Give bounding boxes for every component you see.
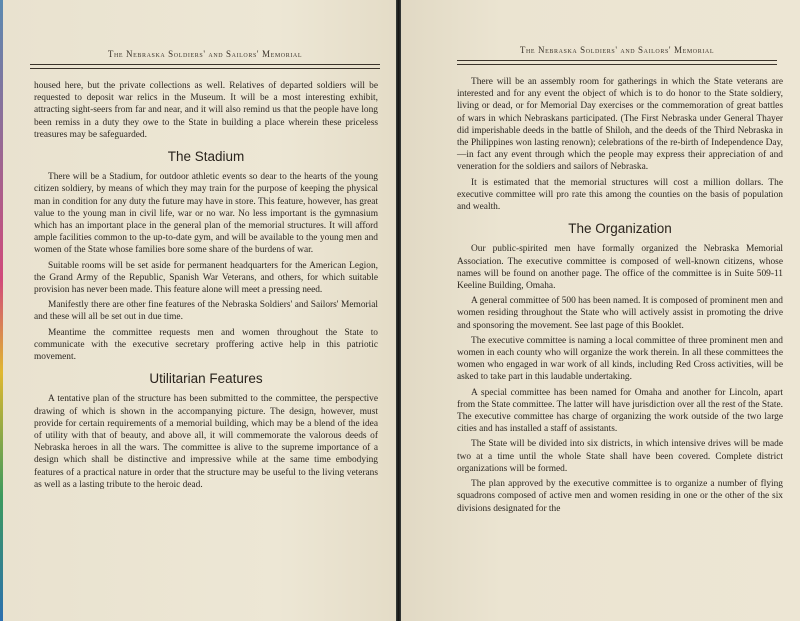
paragraph: Our public-spirited men have formally organized the Nebraska Memorial Association. The executive committee is composed of well-known citizens, whose names will be found on another page. The office of the committee is in Suite 509-11 Keeline Building, Omaha.: [457, 244, 783, 292]
right-page: [401, 0, 800, 621]
running-header: The Nebraska Soldiers' and Sailors' Memorial: [107, 49, 303, 59]
paragraph: The State will be divided into six districts, in which intensive drives will be made two at a time until the whole State shall have been covered. Complete district organizations will be formed.: [457, 439, 783, 474]
paragraph: It is estimated that the memorial structures will cost a million dollars. The executive committee will pro rate this among the counties on the basis of population and wealth.: [457, 177, 783, 213]
paragraph: The executive committee is naming a local committee of three prominent men and women in each county who will organize the work therein. In all these committees the women who engaged in war work of all kinds, including Red Cross activities, will be asked to take part in this laudable undertaking.: [457, 335, 783, 383]
paragraph: A tentative plan of the structure has been submitted to the committee, the perspective drawing of which is shown in the accompanying picture. The design, however, must provide for certain requirements of a memorial building, which may be a blend of the idea of utility with that of beauty, and above all, it will commemorate the valorous deeds of Nebraska heroes in all the wars. The committee is alive to the supreme importance of a design which shall be distinctive and impressive while at the same time embodying features of a practical nature in order that the structure may be useful to the living veterans as well as a lasting tribute to the heroic dead.: [34, 394, 378, 490]
paragraph: Manifestly there are other fine features of the Nebraska Soldiers' and Sailors' Memorial and these will all be set out in due time.: [34, 300, 378, 323]
header-rule: [457, 60, 777, 65]
paragraph: There will be an assembly room for gatherings in which the State veterans are interested and for any event the object of which is to do honor to the State soldiery, living or dead, or for Memorial Day exercises or the commemoration of great battles of wars in which Nebraskans participated. (The First Nebraska under General Thayer did imperishable deeds in the battle of Shiloh, and the deeds of the Third Nebraska in the Philippines won lasting renown); celebrations of the re-birth of Independence Day,—in fact any event through which the people may express their appreciation of and veneration for the soldiers and sailors of Nebraska.: [457, 77, 783, 173]
header-rule: [30, 64, 380, 69]
right-page-body: [457, 76, 783, 518]
paragraph: The plan approved by the executive committee is to organize a number of flying squadrons composed of active men and women residing in one or the other of the six divisions designated for the: [457, 479, 783, 514]
left-page-body: [34, 80, 378, 494]
section-heading-stadium: The Stadium: [167, 149, 245, 165]
paragraph: housed here, but the private collections as well. Relatives of departed soldiers will be requested to deposit war relics in the Museum. It will be a most interesting exhibit, attracting sight-seers from far and near, and it will also remind us that the people have long been remiss in a duty they owe to the State in building a place wherein these priceless treasures may be safeguarded.: [34, 81, 378, 140]
paragraph: A special committee has been named for Omaha and another for Lincoln, apart from the State committee. The latter will have jurisdiction over all the rest of the State. The executive committee has charge of organizing the work outside of the two large cities and has installed a staff of assistants.: [457, 387, 783, 435]
paragraph: Meantime the committee requests men and women throughout the State to communicate with the executive secretary proffering active help in this patriotic movement.: [34, 327, 378, 363]
page-edge-color-strip: [0, 0, 3, 621]
paragraph: There will be a Stadium, for outdoor athletic events so dear to the hearts of the young citizen soldiery, by means of which they may train for the purpose of keeping the physical man in condition for any duty the future may have in store. This feature, however, has great value to the young man in civil life, war or no war. No less important is the gymnasium which has an important place in the general plan of the memorial structures. It will afford ample facilities common to the up-to-date gym, and will be available to the young men and women of the State whose families bore some share of the burdens of war.: [34, 172, 378, 256]
paragraph: A general committee of 500 has been named. It is composed of prominent men and women residing throughout the State who will actively assist in promoting the drive and sponsoring the movement. See last page of this Booklet.: [457, 296, 783, 331]
paragraph: Suitable rooms will be set aside for permanent headquarters for the American Legion, the Grand Army of the Republic, Spanish War Veterans, and others, for which suitable provision has never been made. This feature alone will meet a pressing need.: [34, 260, 378, 296]
running-header: The Nebraska Soldiers' and Sailors' Memorial: [519, 45, 715, 55]
section-heading-utilitarian: Utilitarian Features: [149, 371, 263, 387]
section-heading-organization: The Organization: [568, 221, 672, 237]
left-page: [0, 0, 396, 621]
